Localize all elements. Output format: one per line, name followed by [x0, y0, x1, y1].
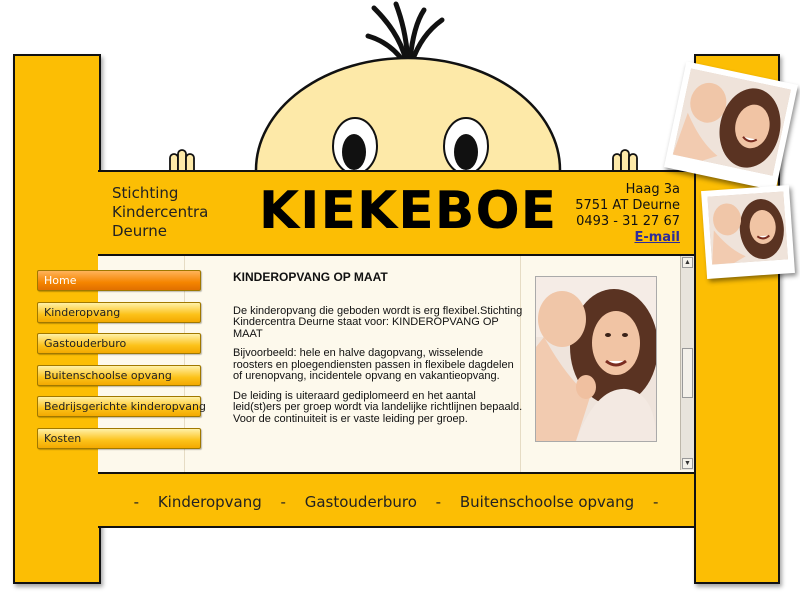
article — [233, 272, 523, 433]
footer-separator: - — [280, 493, 286, 511]
article-paragraph: De kinderopvang die geboden wordt is erg flexibel.Stichting Kindercentra Deurne staat voor: KINDEROPVANG OP MAAT — [233, 304, 523, 340]
polaroid-photo — [664, 61, 798, 190]
nav-item-gastouderburo[interactable]: Gastouderburo — [37, 333, 201, 354]
nav-item-bedrijsgerichte-kinderopvang[interactable]: Bedrijsgerichte kinderopvang — [37, 396, 201, 417]
scrollbar-thumb[interactable] — [682, 348, 693, 398]
footer-separator: - — [652, 493, 659, 511]
email-link[interactable]: E-mail — [634, 230, 680, 245]
polaroid-photo — [701, 185, 795, 279]
org-name-line: Kindercentra — [112, 203, 209, 221]
org-name-line: Deurne — [112, 222, 167, 240]
brand-logo-text: KIEKEBOE — [258, 181, 558, 241]
mother-and-baby-photo — [535, 276, 657, 442]
contact-block — [575, 182, 680, 246]
nav-item-kosten[interactable]: Kosten — [37, 428, 201, 449]
contact-city: 5751 AT Deurne — [575, 198, 680, 213]
scroll-down-arrow-icon[interactable]: ▼ — [682, 458, 693, 469]
scroll-up-arrow-icon[interactable]: ▲ — [682, 257, 693, 268]
contact-phone: 0493 - 31 27 67 — [576, 214, 680, 229]
footer-link-gastouderburo[interactable]: Gastouderburo — [304, 493, 417, 511]
organization-name — [112, 184, 242, 241]
nav-item-buitenschoolse-opvang[interactable]: Buitenschoolse opvang — [37, 365, 201, 386]
header-band — [98, 170, 694, 256]
org-name-line: Stichting — [112, 184, 179, 202]
article-paragraph: De leiding is uiteraard gediplomeerd en het aantal leid(st)ers per groep wordt via landelijke richtlijnen bepaald. — [233, 389, 523, 413]
article-title: KINDEROPVANG OP MAAT — [233, 270, 388, 284]
contact-street: Haag 3a — [625, 182, 680, 197]
footer-link-buitenschoolse-opvang[interactable]: Buitenschoolse opvang — [459, 493, 635, 511]
polaroid-image — [707, 191, 788, 264]
content-scrollbar[interactable] — [680, 256, 694, 470]
article-paragraph: Bijvoorbeeld: hele en halve dagopvang, wisselende roosters en ploegendiensten passen in flexibele dagdelen of urenopvang, incidentele opvang en vakantieopvang. — [233, 347, 514, 382]
baby-head-illustration — [160, 0, 640, 175]
footer-navigation — [98, 472, 694, 528]
footer-separator: - — [133, 493, 140, 511]
article-paragraph: Voor de continuiteit is er vaste leiding per groep. — [233, 412, 468, 425]
polaroid-image — [673, 68, 791, 175]
nav-item-kinderopvang[interactable]: Kinderopvang — [37, 302, 201, 323]
side-navigation — [37, 270, 206, 459]
footer-separator: - — [435, 493, 442, 511]
footer-link-kinderopvang[interactable]: Kinderopvang — [157, 493, 262, 511]
nav-item-home[interactable]: Home — [37, 270, 201, 291]
